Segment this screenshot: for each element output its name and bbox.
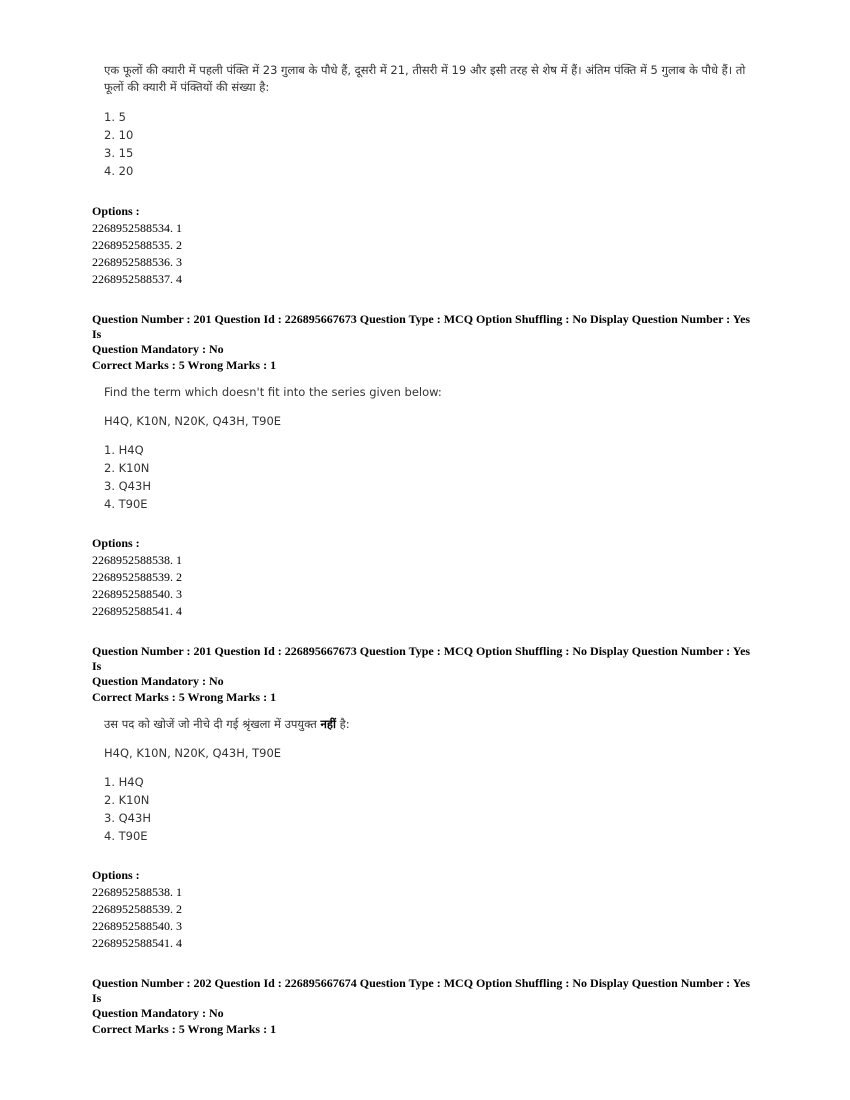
question-choices (104, 441, 754, 513)
options-label: Options : (92, 868, 140, 882)
question-201-hindi (104, 715, 754, 845)
question-text-emphasis: नहीं (320, 717, 336, 731)
choice-1: 1. 5 (104, 110, 126, 124)
choice-3: 3. Q43H (104, 811, 151, 825)
choice-2: 2. K10N (104, 461, 150, 475)
choice-4: 4. 20 (104, 164, 134, 178)
choice-3: 3. Q43H (104, 479, 151, 493)
options-list-2 (92, 535, 182, 620)
option-id-3: 2268952588540. 3 (92, 587, 182, 601)
option-id-1: 2268952588538. 1 (92, 553, 182, 567)
option-id-4: 2268952588541. 4 (92, 604, 182, 618)
meta-line-2: Question Mandatory : No (92, 342, 224, 356)
question-meta-201-hi (92, 644, 760, 705)
choice-1: 1. H4Q (104, 443, 144, 457)
question-meta-202 (92, 976, 760, 1037)
option-id-4: 2268952588537. 4 (92, 272, 182, 286)
choice-3: 3. 15 (104, 146, 134, 160)
option-id-1: 2268952588538. 1 (92, 885, 182, 899)
question-200-hindi (104, 62, 754, 180)
question-series: H4Q, K10N, N20K, Q43H, T90E (104, 746, 282, 760)
choice-2: 2. 10 (104, 128, 134, 142)
option-id-3: 2268952588540. 3 (92, 919, 182, 933)
question-text: एक फूलों की क्यारी में पहली पंक्ति में 23 गुलाब के पौधे हैं, दूसरी में 21, तीसरी में 19 और इसी तरह से शेष में हैं। अंतिम पंक्ति में 5 गुलाब के पौधे हैं। तो फूलों की क्यारी में पंक्तियों की संख्या है: (104, 63, 746, 94)
question-text: Find the term which doesn't fit into the series given below: (104, 385, 442, 399)
question-choices (104, 773, 754, 845)
meta-line-3: Correct Marks : 5 Wrong Marks : 1 (92, 1022, 277, 1036)
question-201-english (104, 383, 754, 513)
meta-line-1: Question Number : 202 Question Id : 226895667674 Question Type : MCQ Option Shuffling : No Display Question Number : Yes Is (92, 976, 751, 1005)
question-text (104, 715, 754, 733)
question-series: H4Q, K10N, N20K, Q43H, T90E (104, 414, 282, 428)
question-choices (104, 108, 754, 180)
question-text-part-2: है: (335, 717, 350, 731)
question-meta-201-en (92, 312, 760, 373)
option-id-2: 2268952588539. 2 (92, 570, 182, 584)
meta-line-3: Correct Marks : 5 Wrong Marks : 1 (92, 690, 277, 704)
option-id-3: 2268952588536. 3 (92, 255, 182, 269)
option-id-1: 2268952588534. 1 (92, 221, 182, 235)
choice-2: 2. K10N (104, 793, 150, 807)
choice-4: 4. T90E (104, 829, 148, 843)
meta-line-1: Question Number : 201 Question Id : 226895667673 Question Type : MCQ Option Shuffling : No Display Question Number : Yes Is (92, 312, 751, 341)
question-text-part-1: उस पद को खोजें जो नीचे दी गई श्रृंखला में उपयुक्त (104, 717, 321, 731)
choice-4: 4. T90E (104, 497, 148, 511)
options-label: Options : (92, 536, 140, 550)
meta-line-2: Question Mandatory : No (92, 674, 224, 688)
option-id-2: 2268952588535. 2 (92, 238, 182, 252)
options-list-1 (92, 203, 182, 288)
meta-line-3: Correct Marks : 5 Wrong Marks : 1 (92, 358, 277, 372)
choice-1: 1. H4Q (104, 775, 144, 789)
meta-line-1: Question Number : 201 Question Id : 226895667673 Question Type : MCQ Option Shuffling : No Display Question Number : Yes Is (92, 644, 751, 673)
option-id-2: 2268952588539. 2 (92, 902, 182, 916)
meta-line-2: Question Mandatory : No (92, 1006, 224, 1020)
options-list-3 (92, 867, 182, 952)
option-id-4: 2268952588541. 4 (92, 936, 182, 950)
options-label: Options : (92, 204, 140, 218)
